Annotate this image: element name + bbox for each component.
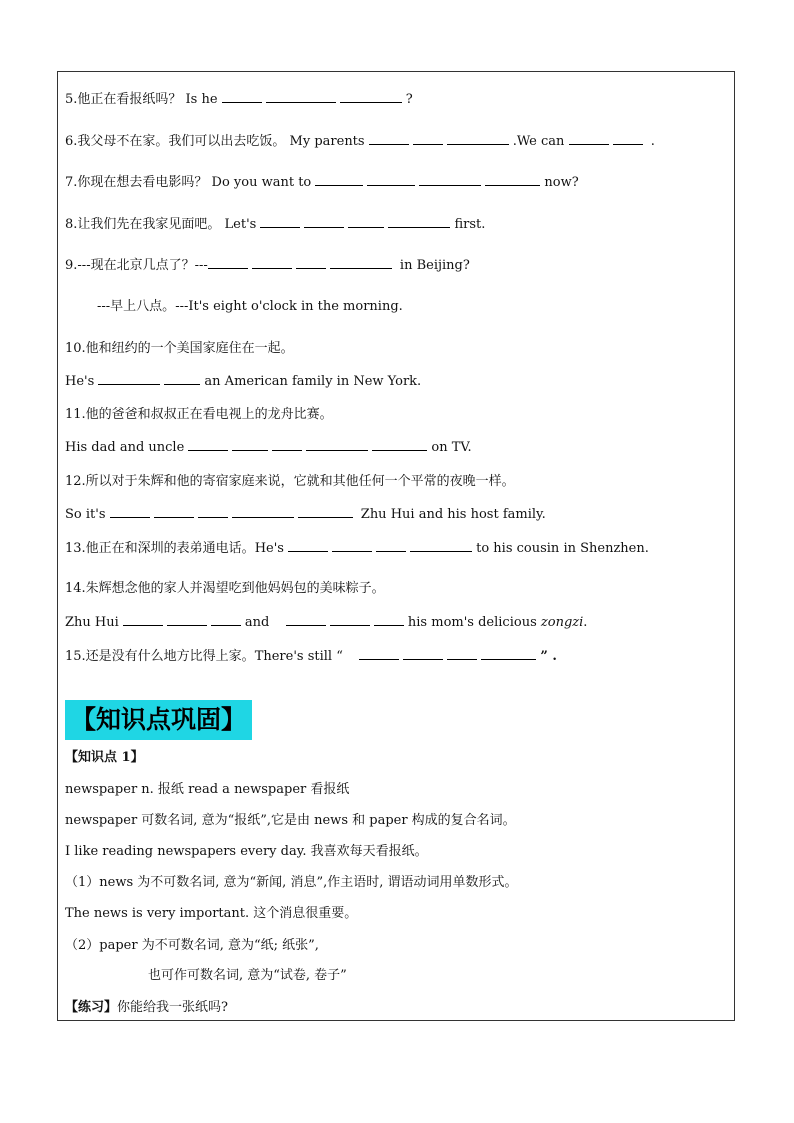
- q6-chinese: 6.我父母不在家。我们可以出去吃饭。: [65, 134, 286, 149]
- q5-end: ?: [405, 92, 413, 107]
- answer-blank[interactable]: [613, 132, 643, 145]
- q14-and: and: [244, 615, 270, 630]
- q6-english-a: My parents: [289, 134, 365, 149]
- q9-chinese: 9.---现在北京几点了？---: [65, 258, 208, 273]
- q13-chinese: 13.他正在和深圳的表弟通电话。: [65, 541, 255, 556]
- q8-english: Let's: [224, 217, 257, 232]
- answer-blank[interactable]: [447, 132, 509, 145]
- q11-english-a: His dad and uncle: [65, 440, 185, 455]
- q13-english-a: He's: [254, 541, 284, 556]
- answer-blank[interactable]: [296, 256, 326, 269]
- q10-english-a: He's: [65, 374, 95, 389]
- question-11-chinese: 11.他的爸爸和叔叔正在看电视上的龙舟比赛。: [65, 407, 333, 422]
- answer-blank[interactable]: [222, 90, 262, 103]
- answer-blank[interactable]: [208, 256, 248, 269]
- answer-blank[interactable]: [376, 539, 406, 552]
- q15-english-a: There's still “: [254, 649, 343, 664]
- knowledge-line-6: （2）paper 为不可数名词, 意为“纸; 纸张”,: [65, 938, 319, 953]
- question-5: [65, 90, 413, 109]
- answer-blank[interactable]: [419, 173, 481, 186]
- q13-end: to his cousin in Shenzhen.: [476, 541, 649, 556]
- q15-end: ” .: [540, 649, 557, 664]
- answer-blank[interactable]: [164, 372, 200, 385]
- answer-blank[interactable]: [260, 215, 300, 228]
- answer-blank[interactable]: [232, 438, 268, 451]
- answer-blank[interactable]: [367, 173, 415, 186]
- answer-blank[interactable]: [332, 539, 372, 552]
- answer-blank[interactable]: [154, 505, 194, 518]
- q6-english-b: .We can: [512, 134, 565, 149]
- knowledge-point-title: 【知识点 1】: [65, 750, 144, 765]
- answer-blank[interactable]: [110, 505, 150, 518]
- question-10-chinese: 10.他和纽约的一个美国家庭住在一起。: [65, 341, 294, 356]
- question-13: [65, 539, 649, 558]
- answer-blank[interactable]: [413, 132, 443, 145]
- q10-end: an American family in New York.: [204, 374, 422, 389]
- practice-text: 你能给我一张纸吗?: [117, 1000, 228, 1015]
- question-7: [65, 173, 579, 192]
- answer-blank[interactable]: [266, 90, 336, 103]
- answer-blank[interactable]: [372, 438, 427, 451]
- answer-blank[interactable]: [330, 613, 370, 626]
- q14-dot: .: [583, 615, 588, 630]
- answer-blank[interactable]: [315, 173, 363, 186]
- q14-zongzi: zongzi: [540, 615, 584, 630]
- practice-label: 【练习】: [65, 1000, 118, 1015]
- knowledge-line-3: I like reading newspapers every day. 我喜欢每天看报纸。: [65, 844, 428, 859]
- knowledge-line-5: The news is very important. 这个消息很重要。: [65, 906, 358, 921]
- answer-blank[interactable]: [272, 438, 302, 451]
- answer-blank[interactable]: [340, 90, 402, 103]
- section-heading: 【知识点巩固】: [65, 700, 252, 740]
- question-12-english: [65, 505, 546, 524]
- question-8: [65, 215, 485, 234]
- answer-blank[interactable]: [485, 173, 540, 186]
- answer-blank[interactable]: [359, 647, 399, 660]
- answer-blank[interactable]: [481, 647, 536, 660]
- question-14-english: [65, 613, 587, 632]
- answer-blank[interactable]: [252, 256, 292, 269]
- answer-blank[interactable]: [410, 539, 472, 552]
- question-14-chinese: 14.朱辉想念他的家人并渴望吃到他妈妈包的美味粽子。: [65, 581, 385, 596]
- answer-blank[interactable]: [304, 215, 344, 228]
- q8-chinese: 8.让我们先在我家见面吧。: [65, 217, 221, 232]
- q7-chinese: 7.你现在想去看电影吗？: [65, 175, 208, 190]
- q12-english-a: So it's: [65, 507, 106, 522]
- answer-blank[interactable]: [123, 613, 163, 626]
- answer-blank[interactable]: [569, 132, 609, 145]
- answer-blank[interactable]: [348, 215, 384, 228]
- q7-english: Do you want to: [211, 175, 312, 190]
- knowledge-line-4: （1）news 为不可数名词, 意为“新闻, 消息”,作主语时, 谓语动词用单数形式。: [65, 875, 518, 890]
- q5-english: Is he: [185, 92, 218, 107]
- q8-end: first.: [454, 217, 486, 232]
- answer-blank[interactable]: [98, 372, 160, 385]
- answer-blank[interactable]: [188, 438, 228, 451]
- question-9-answer: [97, 298, 403, 316]
- question-9: [65, 256, 470, 275]
- knowledge-line-7: 也可作可数名词, 意为“试卷, 卷子”: [148, 968, 347, 983]
- answer-blank[interactable]: [374, 613, 404, 626]
- answer-blank[interactable]: [232, 505, 294, 518]
- answer-blank[interactable]: [447, 647, 477, 660]
- q9-answer-english: ---It's eight o'clock in the morning.: [175, 299, 403, 314]
- q9-end: in Beijing?: [399, 258, 470, 273]
- answer-blank[interactable]: [298, 505, 353, 518]
- question-6: [65, 132, 655, 151]
- answer-blank[interactable]: [211, 613, 241, 626]
- answer-blank[interactable]: [306, 438, 368, 451]
- question-15: [65, 647, 557, 666]
- q6-end: .: [650, 134, 655, 149]
- answer-blank[interactable]: [286, 613, 326, 626]
- q9-answer-chinese: ---早上八点。: [97, 299, 176, 314]
- knowledge-line-1: newspaper n. 报纸 read a newspaper 看报纸: [65, 782, 350, 797]
- answer-blank[interactable]: [167, 613, 207, 626]
- q15-chinese: 15.还是没有什么地方比得上家。: [65, 649, 255, 664]
- practice-line: [65, 999, 228, 1017]
- q11-end: on TV.: [431, 440, 472, 455]
- q7-end: now?: [544, 175, 579, 190]
- question-11-english: [65, 438, 472, 457]
- q5-chinese: 5.他正在看报纸吗？: [65, 92, 182, 107]
- q14-end: his mom's delicious: [407, 615, 537, 630]
- knowledge-line-2: newspaper 可数名词, 意为“报纸”,它是由 news 和 paper 构成的复合名词。: [65, 813, 516, 828]
- question-10-english: [65, 372, 421, 391]
- answer-blank[interactable]: [388, 215, 450, 228]
- q14-english-a: Zhu Hui: [65, 615, 119, 630]
- answer-blank[interactable]: [403, 647, 443, 660]
- answer-blank[interactable]: [198, 505, 228, 518]
- answer-blank[interactable]: [288, 539, 328, 552]
- answer-blank[interactable]: [330, 256, 392, 269]
- answer-blank[interactable]: [369, 132, 409, 145]
- q12-end: Zhu Hui and his host family.: [360, 507, 546, 522]
- question-12-chinese: 12.所以对于朱辉和他的寄宿家庭来说，它就和其他任何一个平常的夜晚一样。: [65, 474, 515, 489]
